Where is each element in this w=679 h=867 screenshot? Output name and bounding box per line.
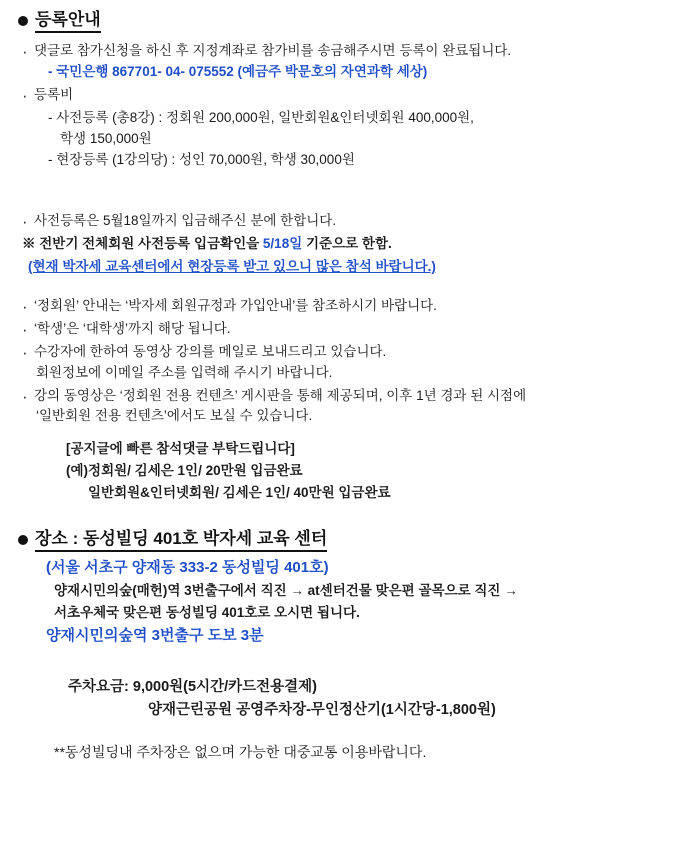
list-item — [18, 108, 679, 171]
fee-preregistration-line1: - 사전등록 (총8강) : 정회원 200,000원, 일반회원&인터넷회원 400,000원, — [48, 110, 474, 126]
parking-info — [18, 676, 679, 722]
onsite-registration-notice: (현재 박자세 교육센터에서 현장등록 받고 있으니 많은 참석 바랍니다.) — [28, 258, 436, 274]
list-item — [18, 296, 679, 317]
bank-account-line: - 국민은행 867701- 04- 075552 (예금주 박문호의 자연과학 세상) — [48, 64, 428, 80]
registration-heading-text: 등록안내 — [35, 10, 101, 33]
list-item — [18, 319, 679, 340]
list-item — [18, 85, 679, 106]
parking-fee-line: 주차요금: 9,000원(5시간/카드전용결제) — [68, 679, 317, 696]
preregistration-deadline-text: 사전등록은 5월18일까지 입금해주신 분에 한합니다. — [34, 213, 337, 229]
content-board-line1: · 강의 동영상은 ‘정회원 전용 컨텐츠’ 게시판을 통해 제공되며, 이후 1년 경과 된 시점에 — [34, 387, 527, 403]
location-heading-text: 장소 : 동성빌딩 401호 박자세 교육 센터 — [35, 529, 327, 552]
location-details — [18, 556, 679, 648]
document-page — [0, 10, 679, 867]
registration-heading — [18, 10, 679, 33]
comment-guide — [18, 438, 679, 503]
list-item — [18, 342, 679, 384]
confirm-prefix-text: ※ 전반기 전체회원 사전등록 입금확인을 — [22, 236, 263, 251]
notes-section — [18, 211, 679, 427]
filled-circle-icon — [18, 16, 28, 26]
list-item — [18, 234, 679, 255]
list-item — [18, 211, 679, 232]
fee-label: 등록비 — [34, 87, 74, 103]
registration-details — [18, 41, 679, 172]
video-mail-line1: · 수강자에 한하여 동영상 강의를 메일로 보내드리고 있습니다. — [34, 343, 387, 359]
location-heading — [18, 529, 679, 552]
list-item — [18, 386, 679, 428]
parking-footnote: **동성빌딩내 주차장은 없으며 가능한 대중교통 이용바랍니다. — [54, 744, 427, 761]
list-item — [18, 62, 679, 83]
fee-onsite-line: - 현장등록 (1강의당) : 성인 70,000원, 학생 30,000원 — [48, 152, 355, 168]
filled-circle-icon — [18, 535, 28, 545]
comment-guide-title: [공지글에 빠른 참석댓글 부탁드립니다] — [66, 441, 295, 457]
list-item — [18, 257, 679, 278]
location-address: (서울 서초구 양재동 333-2 동성빌딩 401호) — [46, 558, 329, 576]
location-walk-time: 양재시민의숲역 3번출구 도보 3분 — [46, 626, 264, 644]
confirm-date-text: 5/18일 — [262, 236, 303, 251]
confirm-suffix-text: 기준으로 한함. — [302, 236, 392, 251]
location-direction-line1: 양재시민의숲(매헌)역 3번출구에서 직진 → at센터건물 맞은편 골목으로 직진 → — [54, 583, 518, 598]
list-item — [18, 41, 679, 62]
content-board-line2: ‘일반회원 전용 컨텐츠’에서도 보실 수 있습니다. — [36, 408, 313, 424]
fee-preregistration-line2: 학생 150,000원 — [60, 131, 152, 147]
comment-guide-example1: (예)정회원/ 김세은 1인/ 20만원 입금완료 — [66, 462, 303, 478]
location-direction-line2: 서초우체국 맞은편 동성빌딩 401호로 오시면 됩니다. — [54, 604, 360, 620]
video-mail-line2: 회원정보에 이메일 주소를 입력해 주시기 바랍니다. — [36, 364, 333, 380]
registration-step-text: 댓글로 참가신청을 하신 후 지정계좌로 참가비를 송금해주시면 등록이 완료됩니다. — [34, 42, 512, 58]
student-rule-text: ‘학생’은 ‘대학생’까지 해당 됩니다. — [34, 320, 231, 336]
parking-lot-line: 양재근린공원 공영주차장-무인정산기(1시간당-1,800원) — [148, 702, 496, 719]
member-rule-text: ‘정회원’ 안내는 ‘박자세 회원규정과 가입안내’를 참조하시기 바랍니다. — [34, 297, 437, 313]
comment-guide-example2: 일반회원&인터넷회원/ 김세은 1인/ 40만원 입금완료 — [88, 484, 391, 500]
